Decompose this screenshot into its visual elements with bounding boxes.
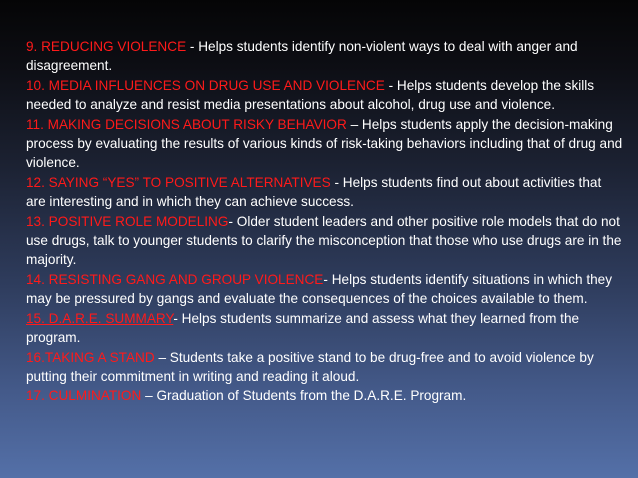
lesson-item-11 <box>26 115 624 173</box>
lesson-description: - Helps students summarize and assess what they learned from the program. <box>26 310 580 346</box>
lesson-description: - Helps students identify situations in which they may be pressured by gangs and evaluate the consequences of the choices available to them. <box>26 271 613 307</box>
lesson-item-10 <box>26 76 624 115</box>
lesson-description: – Helps students apply the decision-making process by evaluating the results of various kinds of risk-taking behaviors including that of drug and violence. <box>26 116 623 171</box>
lesson-heading: 10. MEDIA INFLUENCES ON DRUG USE AND VIOLENCE <box>26 77 385 93</box>
lesson-item-15 <box>26 309 624 348</box>
lesson-list <box>26 37 624 406</box>
lesson-description: - Helps students identify non-violent ways to deal with anger and disagreement. <box>26 39 578 74</box>
lesson-heading: 16.TAKING A STAND <box>26 349 155 365</box>
lesson-item-17 <box>26 386 624 405</box>
lesson-heading: 12. SAYING “YES” TO POSITIVE ALTERNATIVES <box>26 174 331 190</box>
lesson-item-9 <box>26 37 624 76</box>
lesson-description: - Helps students find out about activities that are interesting and in which they can achieve success. <box>26 174 602 210</box>
lesson-heading: 14. RESISTING GANG AND GROUP VIOLENCE <box>26 271 324 287</box>
lesson-item-13 <box>26 212 624 270</box>
lesson-description: - Older student leaders and other positive role models that do not use drugs, talk to younger students to clarify the misconception that those who use drugs are in the majority. <box>26 213 622 268</box>
lesson-heading: 13. POSITIVE ROLE MODELING <box>26 213 229 229</box>
lesson-heading: 17. CULMINATION <box>26 388 142 404</box>
lesson-description: – Students take a positive stand to be drug-free and to avoid violence by putting their commitment in writing and reading it aloud. <box>26 349 594 384</box>
lesson-heading: 11. MAKING DECISIONS ABOUT RISKY BEHAVIOR <box>26 116 347 132</box>
lesson-item-16 <box>26 348 624 387</box>
lesson-item-12 <box>26 173 624 212</box>
lesson-heading-link[interactable]: 15. D.A.R.E. SUMMARY <box>26 310 174 326</box>
lesson-description: – Graduation of Students from the D.A.R.E. Program. <box>141 388 467 404</box>
lesson-item-14 <box>26 270 624 309</box>
lesson-heading: 9. REDUCING VIOLENCE <box>26 39 187 54</box>
lesson-description: - Helps students develop the skills needed to analyze and resist media presentations about alcohol, drug use and violence. <box>26 77 595 113</box>
